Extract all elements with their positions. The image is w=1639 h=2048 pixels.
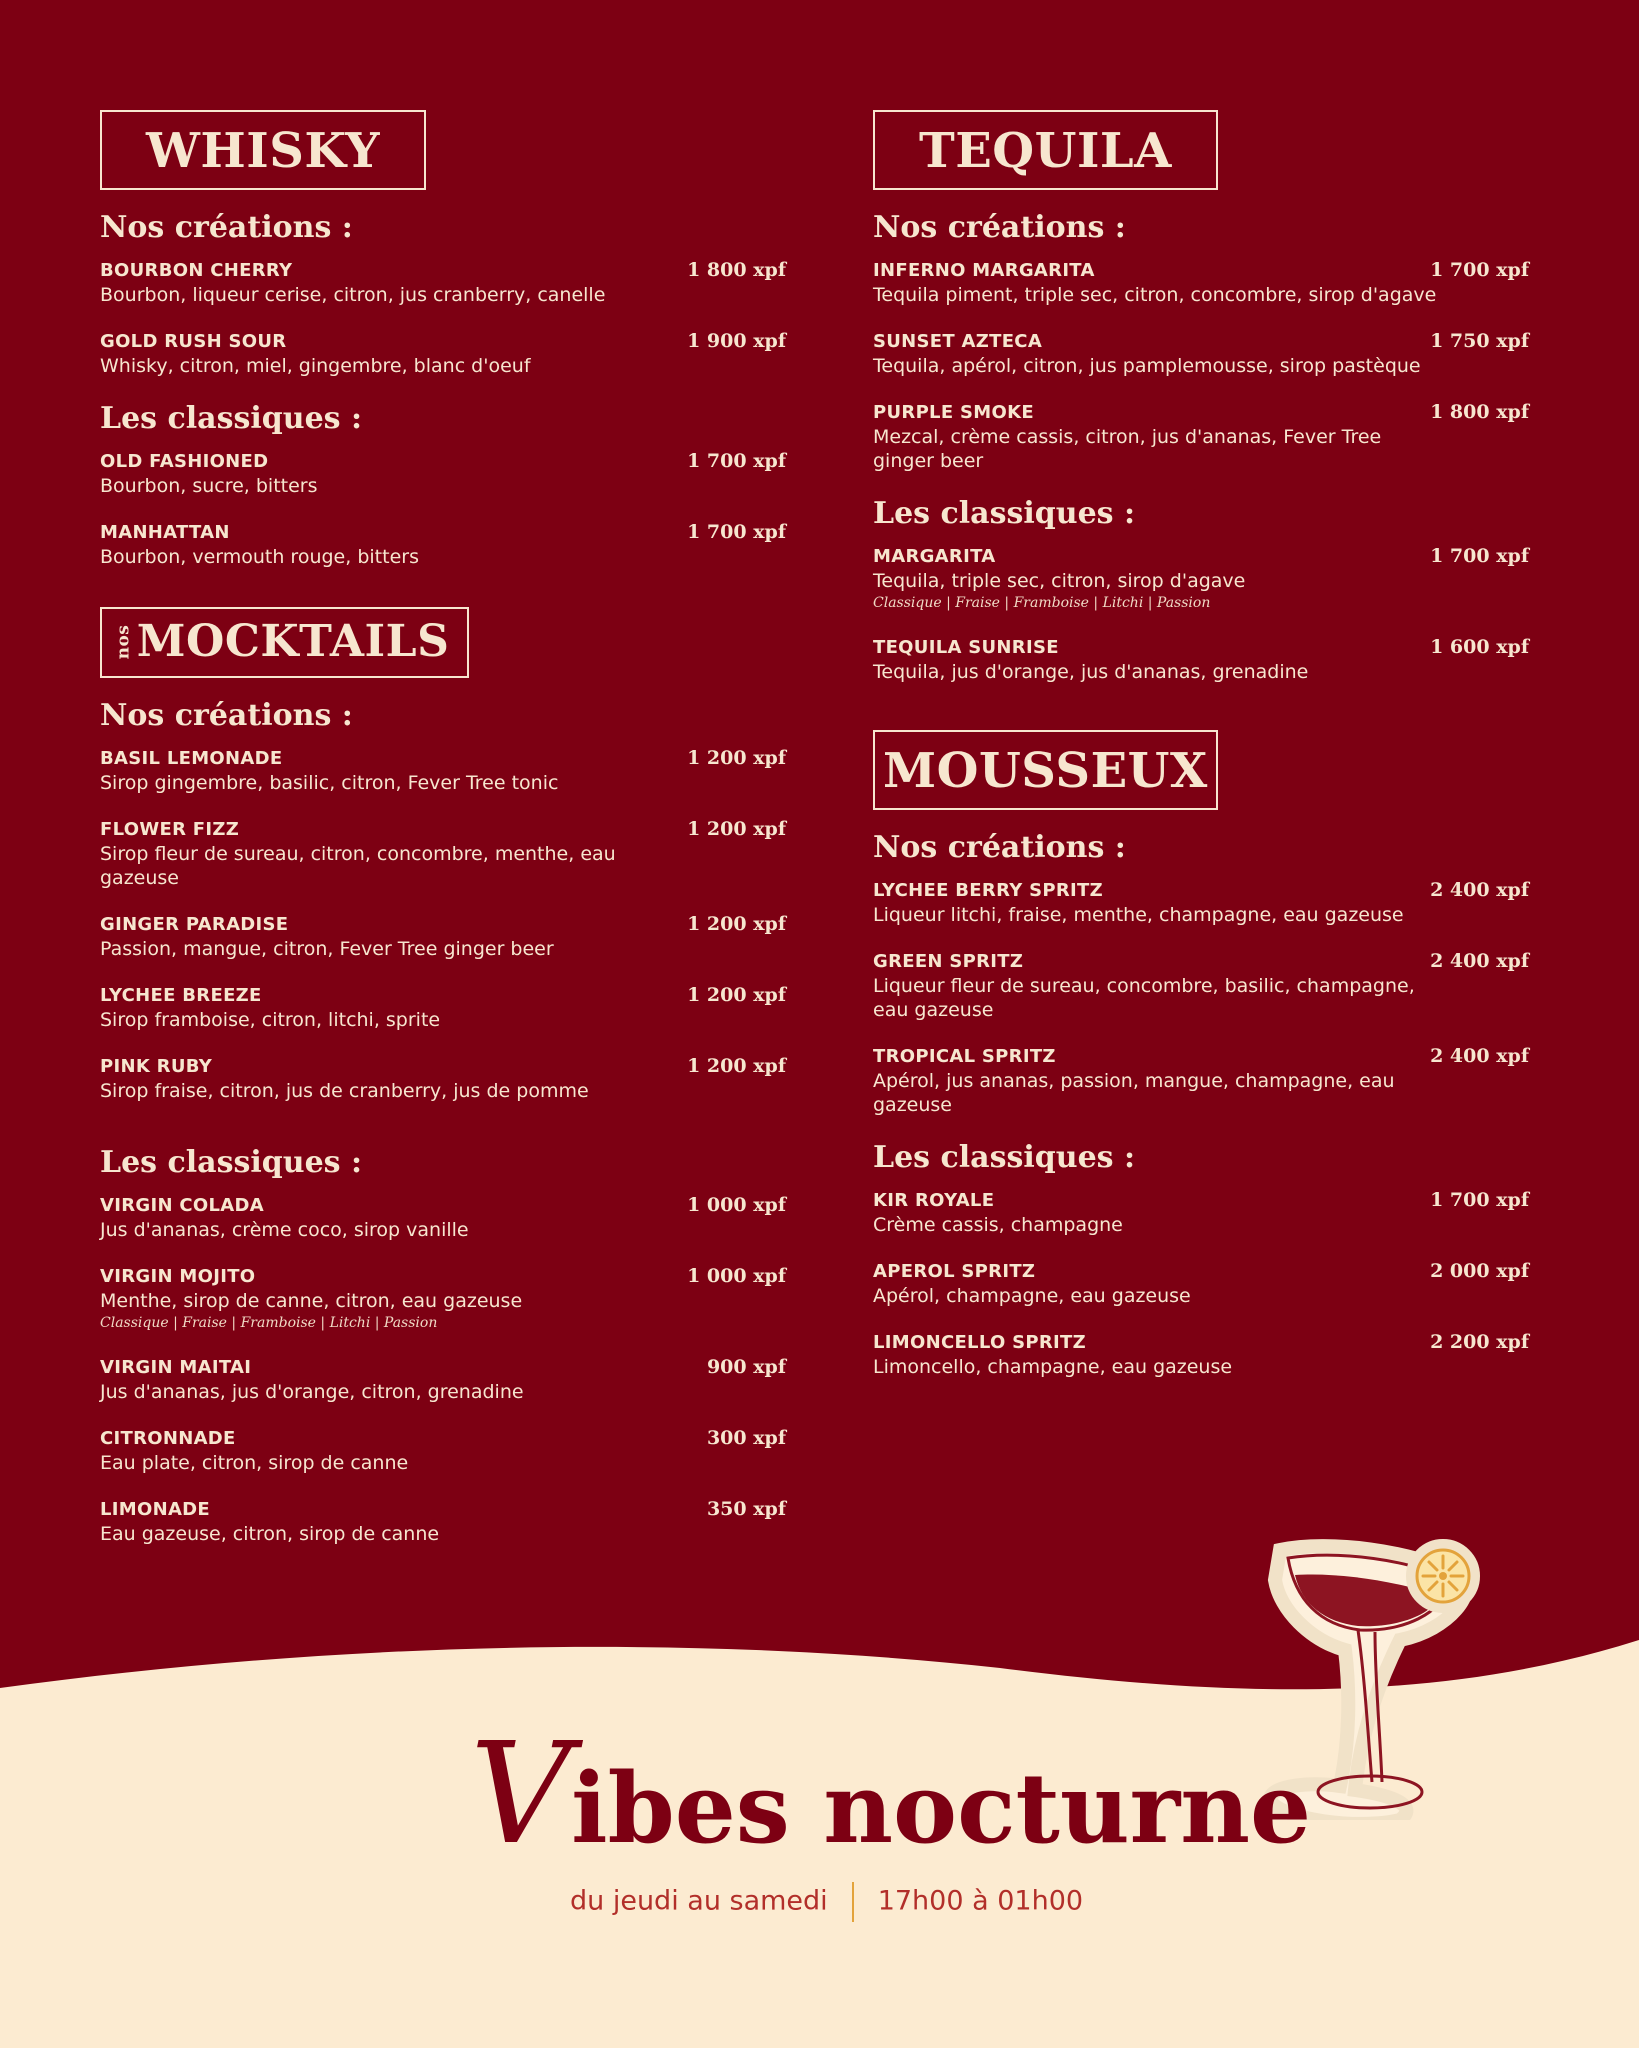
mousseux-classics-heading: Les classiques : bbox=[873, 1140, 1136, 1175]
item-price: 1 900 xpf bbox=[687, 330, 786, 352]
item-name: SUNSET AZTECA bbox=[873, 331, 1043, 352]
item-description: Apérol, jus ananas, passion, mangue, champagne, eau gazeuse bbox=[873, 1070, 1395, 1116]
item-name: BASIL LEMONADE bbox=[100, 747, 283, 769]
item-price: 1 700 xpf bbox=[1430, 259, 1529, 281]
item-description: Sirop framboise, citron, litchi, sprite bbox=[100, 1008, 441, 1031]
lemon-slice-icon bbox=[1411, 1544, 1475, 1608]
item-name: VIRGIN MAITAI bbox=[100, 1356, 252, 1378]
whisky-classics-list bbox=[100, 450, 786, 569]
whisky-section bbox=[100, 110, 786, 569]
menu-item bbox=[100, 1427, 786, 1475]
item-price: 350 xpf bbox=[706, 1497, 786, 1520]
item-name: VIRGIN MOJITO bbox=[100, 1265, 256, 1287]
item-name: PINK RUBY bbox=[100, 1055, 213, 1077]
item-name: TROPICAL SPRITZ bbox=[873, 1046, 1056, 1067]
menu-item bbox=[873, 950, 1529, 1022]
item-description: Tequila, jus d'orange, jus d'ananas, grenadine bbox=[873, 661, 1309, 683]
whisky-creations-heading: Nos créations : bbox=[100, 210, 353, 245]
menu-item bbox=[873, 259, 1529, 307]
item-description: Tequila, apérol, citron, jus pamplemousse, sirop pastèque bbox=[873, 355, 1421, 377]
tequila-title: TEQUILA bbox=[873, 110, 1218, 190]
item-name: GREEN SPRITZ bbox=[873, 951, 1024, 972]
item-name: FLOWER FIZZ bbox=[100, 818, 240, 840]
item-price: 2 000 xpf bbox=[1430, 1260, 1529, 1282]
brand-title-rest: ibes nocturne bbox=[571, 1752, 1312, 1865]
item-price: 1 700 xpf bbox=[687, 521, 786, 543]
item-name: GOLD RUSH SOUR bbox=[100, 331, 287, 352]
menu-item bbox=[873, 879, 1529, 927]
item-price: 1 750 xpf bbox=[1430, 330, 1529, 352]
mocktails-creations-list bbox=[100, 747, 786, 1103]
item-price: 2 400 xpf bbox=[1430, 1045, 1529, 1067]
item-description: Sirop fraise, citron, jus de cranberry, jus de pomme bbox=[100, 1079, 589, 1102]
menu-item bbox=[873, 330, 1529, 378]
mocktails-title bbox=[100, 607, 469, 678]
opening-days: du jeudi au samedi bbox=[570, 1885, 828, 1917]
item-description: Jus d'ananas, jus d'orange, citron, grenadine bbox=[100, 1380, 524, 1403]
opening-hours bbox=[570, 1882, 1083, 1922]
item-price: 1 600 xpf bbox=[1430, 636, 1529, 658]
mocktails-classics-heading: Les classiques : bbox=[100, 1144, 363, 1180]
menu-item bbox=[100, 1498, 786, 1546]
item-flavors: Classique | Fraise | Framboise | Litchi | Passion bbox=[100, 1314, 438, 1331]
menu-item bbox=[873, 636, 1529, 684]
item-price: 2 400 xpf bbox=[1430, 950, 1529, 972]
menu-item bbox=[873, 1260, 1529, 1308]
menu-item bbox=[100, 1194, 786, 1242]
item-description: Liqueur fleur de sureau, concombre, basilic, champagne, eau gazeuse bbox=[873, 975, 1415, 1021]
tequila-creations-heading: Nos créations : bbox=[873, 210, 1126, 245]
menu-item bbox=[100, 1055, 786, 1103]
item-price: 1 700 xpf bbox=[1430, 545, 1529, 567]
item-name: LYCHEE BERRY SPRITZ bbox=[873, 880, 1103, 901]
mocktails-prefix: nos bbox=[113, 624, 134, 659]
menu-item bbox=[100, 450, 786, 498]
menu-item bbox=[873, 1331, 1529, 1379]
item-name: LYCHEE BREEZE bbox=[100, 984, 262, 1006]
item-price: 900 xpf bbox=[706, 1355, 786, 1378]
menu-item bbox=[873, 1045, 1529, 1117]
opening-time: 17h00 à 01h00 bbox=[877, 1885, 1084, 1917]
menu-item bbox=[100, 913, 786, 961]
mousseux-creations-heading: Nos créations : bbox=[873, 830, 1126, 865]
item-name: KIR ROYALE bbox=[873, 1190, 995, 1211]
menu-item bbox=[100, 330, 786, 378]
item-name: TEQUILA SUNRISE bbox=[873, 637, 1059, 658]
brand-title-initial: V bbox=[470, 1713, 572, 1876]
item-name: LIMONADE bbox=[100, 1498, 211, 1520]
item-description: Apérol, champagne, eau gazeuse bbox=[873, 1285, 1191, 1307]
item-description: Mezcal, crème cassis, citron, jus d'ananas, Fever Tree ginger beer bbox=[873, 426, 1382, 472]
brand-title bbox=[470, 1713, 1312, 1876]
item-name: MANHATTAN bbox=[100, 522, 230, 543]
item-description: Eau plate, citron, sirop de canne bbox=[100, 1451, 409, 1474]
item-description: Limoncello, champagne, eau gazeuse bbox=[873, 1356, 1233, 1378]
whisky-title: WHISKY bbox=[100, 110, 426, 190]
item-price: 1 800 xpf bbox=[1430, 401, 1529, 423]
tequila-classics-list bbox=[873, 545, 1529, 684]
menu-item bbox=[100, 984, 786, 1032]
item-description: Bourbon, liqueur cerise, citron, jus cranberry, canelle bbox=[100, 284, 606, 306]
item-price: 1 700 xpf bbox=[687, 450, 786, 472]
left-column bbox=[100, 110, 786, 1569]
item-name: MARGARITA bbox=[873, 546, 996, 567]
item-flavors: Classique | Fraise | Framboise | Litchi | Passion bbox=[873, 595, 1211, 611]
item-description: Tequila piment, triple sec, citron, concombre, sirop d'agave bbox=[873, 284, 1437, 306]
divider bbox=[852, 1882, 854, 1922]
item-description: Sirop fleur de sureau, citron, concombre, menthe, eau gazeuse bbox=[100, 842, 616, 889]
menu-item bbox=[100, 259, 786, 307]
item-description: Whisky, citron, miel, gingembre, blanc d'oeuf bbox=[100, 355, 531, 377]
item-description: Tequila, triple sec, citron, sirop d'agave bbox=[873, 570, 1246, 592]
item-price: 1 700 xpf bbox=[1430, 1189, 1529, 1211]
menu-item bbox=[100, 747, 786, 795]
menu-item bbox=[873, 545, 1529, 613]
item-name: LIMONCELLO SPRITZ bbox=[873, 1332, 1086, 1353]
item-price: 1 200 xpf bbox=[687, 1054, 786, 1077]
mousseux-title: MOUSSEUX bbox=[873, 730, 1218, 810]
item-name: BOURBON CHERRY bbox=[100, 260, 293, 281]
menu-item bbox=[100, 1265, 786, 1333]
mocktails-section bbox=[100, 607, 786, 1546]
menu-item bbox=[100, 1356, 786, 1404]
tequila-classics-heading: Les classiques : bbox=[873, 496, 1136, 531]
item-name: CITRONNADE bbox=[100, 1427, 236, 1449]
item-description: Bourbon, vermouth rouge, bitters bbox=[100, 546, 419, 568]
item-description: Sirop gingembre, basilic, citron, Fever Tree tonic bbox=[100, 771, 559, 794]
menu-item bbox=[100, 521, 786, 569]
menu-item bbox=[873, 401, 1529, 473]
whisky-classics-heading: Les classiques : bbox=[100, 401, 363, 436]
whisky-creations-list bbox=[100, 259, 786, 378]
item-name: GINGER PARADISE bbox=[100, 913, 289, 935]
item-price: 2 200 xpf bbox=[1430, 1331, 1529, 1353]
item-name: INFERNO MARGARITA bbox=[873, 260, 1095, 281]
item-price: 2 400 xpf bbox=[1430, 879, 1529, 901]
item-name: OLD FASHIONED bbox=[100, 451, 269, 472]
item-price: 1 200 xpf bbox=[687, 746, 786, 769]
mousseux-classics-list bbox=[873, 1189, 1529, 1379]
mocktails-title-text: MOCKTAILS bbox=[136, 616, 450, 667]
item-description: Liqueur litchi, fraise, menthe, champagne, eau gazeuse bbox=[873, 904, 1404, 926]
item-description: Eau gazeuse, citron, sirop de canne bbox=[100, 1522, 440, 1545]
menu-item bbox=[100, 818, 786, 890]
tequila-section bbox=[873, 110, 1529, 684]
right-column bbox=[873, 110, 1529, 1402]
item-price: 1 200 xpf bbox=[687, 983, 786, 1006]
item-description: Crème cassis, champagne bbox=[873, 1214, 1123, 1236]
mocktails-creations-heading: Nos créations : bbox=[100, 697, 353, 733]
item-price: 300 xpf bbox=[706, 1426, 786, 1449]
item-description: Menthe, sirop de canne, citron, eau gazeuse bbox=[100, 1289, 523, 1312]
item-price: 1 200 xpf bbox=[687, 912, 786, 935]
item-name: APEROL SPRITZ bbox=[873, 1261, 1036, 1282]
item-price: 1 000 xpf bbox=[687, 1264, 786, 1287]
item-price: 1 200 xpf bbox=[687, 817, 786, 840]
item-price: 1 000 xpf bbox=[687, 1193, 786, 1216]
mousseux-section bbox=[873, 730, 1529, 1379]
item-description: Jus d'ananas, crème coco, sirop vanille bbox=[100, 1218, 469, 1241]
mocktails-classics-list bbox=[100, 1194, 786, 1546]
item-price: 1 800 xpf bbox=[687, 259, 786, 281]
tequila-creations-list bbox=[873, 259, 1529, 473]
item-name: VIRGIN COLADA bbox=[100, 1194, 264, 1216]
item-name: PURPLE SMOKE bbox=[873, 402, 1034, 423]
item-description: Passion, mangue, citron, Fever Tree ginger beer bbox=[100, 937, 554, 960]
item-description: Bourbon, sucre, bitters bbox=[100, 475, 318, 497]
menu-item bbox=[873, 1189, 1529, 1237]
mousseux-creations-list bbox=[873, 879, 1529, 1117]
